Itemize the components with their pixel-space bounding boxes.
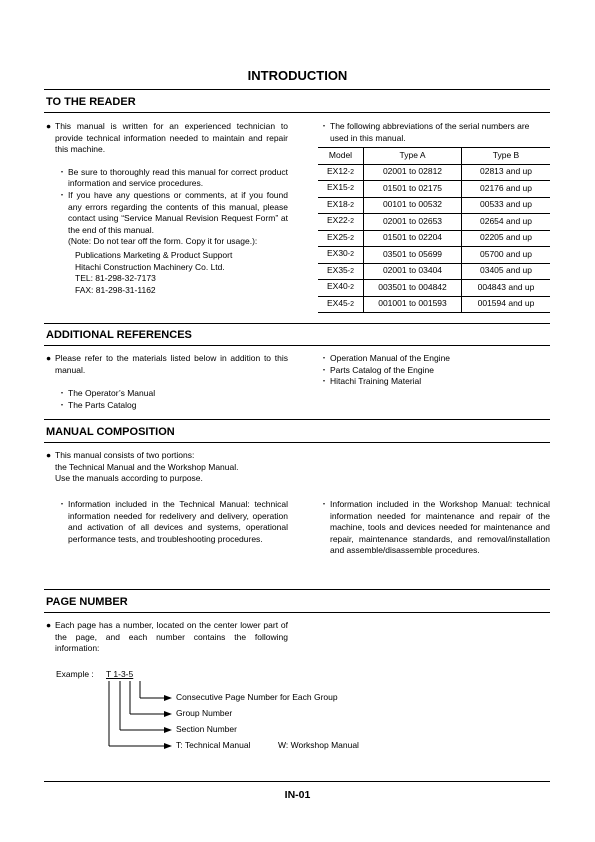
- type-a-cell: 001001 to 001593: [364, 296, 462, 313]
- type-a-cell: 01501 to 02204: [364, 230, 462, 247]
- list-item-text: The Parts Catalog: [68, 399, 137, 410]
- page-title: INTRODUCTION: [247, 68, 348, 83]
- type-a-cell: 003501 to 004842: [364, 280, 462, 297]
- type-a-cell: 02001 to 02812: [364, 164, 462, 181]
- arrow-icon: [164, 695, 172, 701]
- middot-icon: ・: [319, 353, 329, 363]
- middot-icon: ・: [319, 364, 329, 375]
- type-b-cell: 02654 and up: [462, 214, 551, 231]
- type-a-cell: 00101 to 00532: [364, 197, 462, 214]
- bullet-icon: ●: [46, 121, 52, 131]
- note-text: (Note: Do not tear off the form. Copy it for usage.):: [68, 236, 258, 247]
- type-b-cell: 02813 and up: [462, 164, 551, 181]
- list-item-text: Operation Manual of the Engine: [330, 353, 451, 363]
- intro-text: Each page has a number, located on the center lower part of the page, and each number contains the following information:: [55, 620, 288, 654]
- footer-divider: [44, 781, 550, 782]
- section-heading-to-the-reader: TO THE READER: [46, 96, 136, 108]
- serial-note-text: The following abbreviations of the serial numbers are used in this manual.: [330, 121, 530, 143]
- page-number: IN-01: [284, 789, 311, 801]
- list-item-text: If you have any questions or comments, at if you found any errors regarding the contents of this manual, please contact using “Service Manual Revision Request Form” at the end of this manual.: [68, 189, 288, 235]
- middot-icon: ・: [57, 189, 67, 200]
- group-number-label: Group Number: [176, 708, 233, 718]
- model-cell: EX15-2: [318, 181, 364, 198]
- contact-line: TEL: 81-298-32-7173: [75, 273, 156, 284]
- type-b-cell: 02176 and up: [462, 181, 551, 198]
- arrow-icon: [164, 711, 172, 717]
- contact-line: Hitachi Construction Machinery Co. Ltd.: [75, 261, 225, 272]
- table-header-cell: Type B: [462, 148, 551, 165]
- bullet-icon: ●: [46, 353, 52, 363]
- list-item-text: Parts Catalog of the Engine: [330, 364, 434, 375]
- contact-line: FAX: 81-298-31-1162: [75, 284, 156, 295]
- example-code: T 1-3-5: [106, 669, 134, 679]
- list-item-text: The Operator’s Manual: [68, 388, 156, 399]
- middot-icon: ・: [319, 121, 329, 131]
- intro-text: This manual consists of two portions:: [55, 450, 195, 460]
- model-cell: EX35-2: [318, 263, 364, 280]
- model-cell: EX22-2: [318, 214, 364, 231]
- section-heading-manual-composition: MANUAL COMPOSITION: [46, 426, 175, 438]
- type-b-cell: 05700 and up: [462, 247, 551, 264]
- model-cell: EX30-2: [318, 247, 364, 264]
- model-cell: EX40-2: [318, 280, 364, 297]
- middot-icon: ・: [57, 166, 67, 177]
- section-number-label: Section Number: [176, 724, 237, 734]
- table-header-cell: Model: [318, 148, 364, 165]
- list-item-text: Information included in the Workshop Manual: technical information needed for maintenance and repair of the machine, tools and devices needed for maintenance and repair, maintenance standards, and removal/installation and assemble/disassemble procedures.: [330, 499, 550, 556]
- model-cell: EX12-2: [318, 164, 364, 181]
- technical-manual-label: T: Technical Manual: [176, 740, 251, 750]
- model-cell: EX45-2: [318, 296, 364, 313]
- type-a-cell: 03501 to 05699: [364, 247, 462, 264]
- middot-icon: ・: [57, 399, 67, 410]
- example-label: Example :: [56, 669, 94, 679]
- list-item-text: Information included in the Technical Manual: technical information needed for redelivery and delivery, operation and activation of all devices and systems, operational performance tests, and troubleshooting procedures.: [68, 499, 288, 544]
- type-b-cell: 004843 and up: [462, 280, 551, 297]
- arrow-icon: [164, 727, 172, 733]
- workshop-manual-label: W: Workshop Manual: [278, 740, 359, 750]
- type-b-cell: 001594 and up: [462, 296, 551, 313]
- list-item-text: Be sure to thoroughly read this manual for correct product information and service procedures.: [68, 166, 288, 189]
- middot-icon: ・: [319, 499, 329, 509]
- consecutive-page-label: Consecutive Page Number for Each Group: [176, 692, 338, 702]
- table-header-cell: Type A: [364, 148, 462, 165]
- contact-line: Publications Marketing & Product Support: [75, 249, 233, 260]
- intro-text: the Technical Manual and the Workshop Manual.: [55, 461, 239, 472]
- type-b-cell: 02205 and up: [462, 230, 551, 247]
- intro-text: Use the manuals according to purpose.: [55, 473, 203, 484]
- type-b-cell: 03405 and up: [462, 263, 551, 280]
- middot-icon: ・: [319, 376, 329, 387]
- type-b-cell: 00533 and up: [462, 197, 551, 214]
- bullet-icon: ●: [46, 450, 52, 460]
- model-cell: EX18-2: [318, 197, 364, 214]
- bullet-icon: ●: [46, 620, 52, 630]
- type-a-cell: 01501 to 02175: [364, 181, 462, 198]
- middot-icon: ・: [57, 499, 67, 509]
- intro-text: This manual is written for an experienced technician to provide technical information needed to maintain and repair this machine.: [55, 121, 288, 155]
- type-a-cell: 02001 to 03404: [364, 263, 462, 280]
- type-a-cell: 02001 to 02653: [364, 214, 462, 231]
- intro-text: Please refer to the materials listed below in addition to this manual.: [55, 353, 288, 375]
- section-heading-additional-references: ADDITIONAL REFERENCES: [46, 329, 192, 341]
- arrow-icon: [164, 743, 172, 749]
- middot-icon: ・: [57, 388, 67, 399]
- model-cell: EX25-2: [318, 230, 364, 247]
- list-item-text: Hitachi Training Material: [330, 376, 422, 387]
- section-heading-page-number: PAGE NUMBER: [46, 596, 128, 608]
